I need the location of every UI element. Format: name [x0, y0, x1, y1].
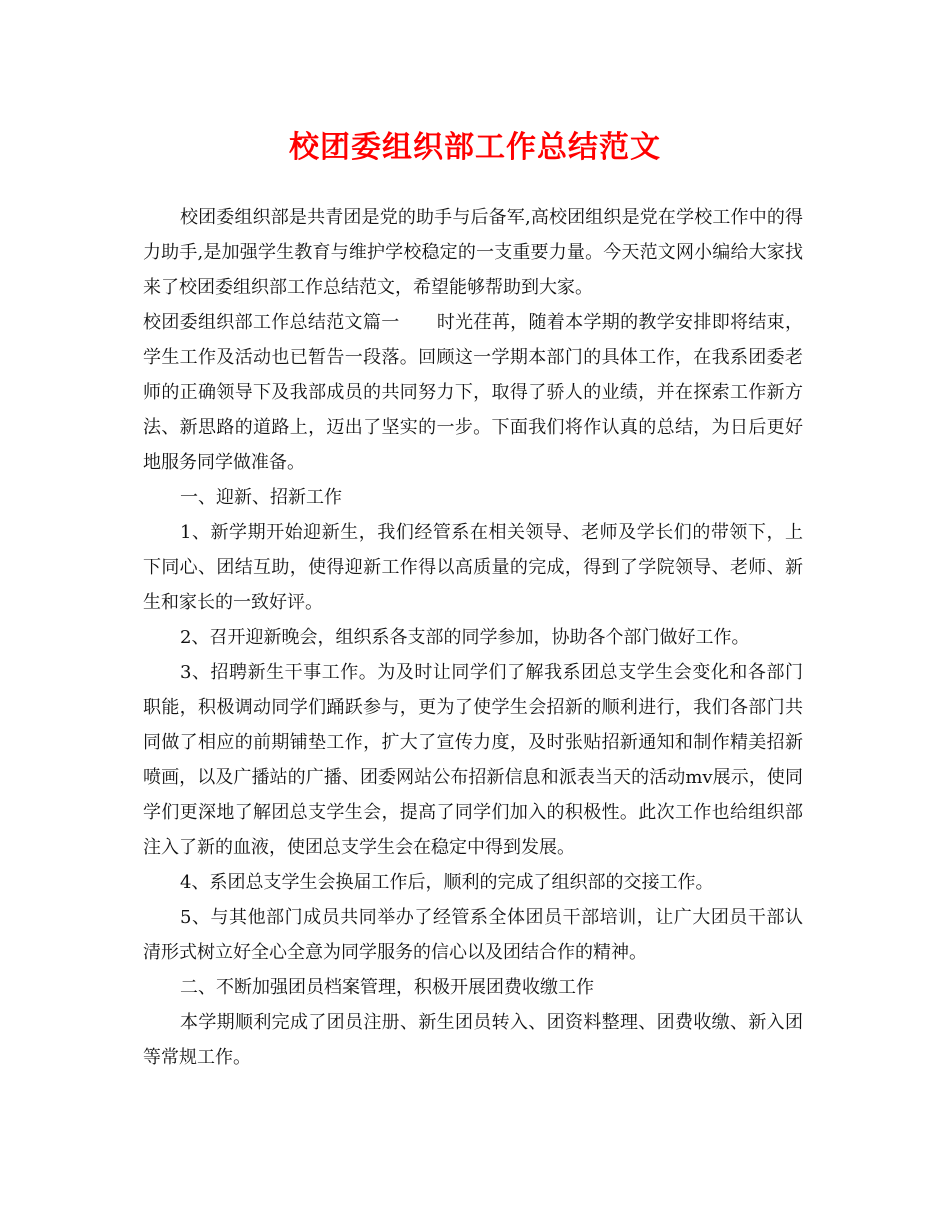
document-title: 校团委组织部工作总结范文	[289, 130, 661, 165]
article-lead-paragraph	[143, 305, 803, 480]
section-2-title: 二、不断加强团员档案管理，积极开展团费收缴工作	[180, 977, 594, 998]
section-1-item-2: 2、召开迎新晚会，组织系各支部的同学参加，协助各个部门做好工作。	[180, 627, 750, 648]
section-1-title: 一、迎新、招新工作	[180, 487, 342, 508]
article-lead-text: 时光荏苒，随着本学期的教学安排即将结束，学生工作及活动也已暂告一段落。回顾这一学期本部门的具体工作，在我系团委老师的正确领导下及我部成员的共同努力下，取得了骄人的业绩，并在探索工作新方法、新思路的道路上，迈出了坚实的一步。下面我们将作认真的总结，为日后更好地服务同学做准备。	[143, 312, 803, 473]
section-1-item-5: 5、与其他部门成员共同举办了经管系全体团员干部培训，让广大团员干部认清形式树立好全心全意为同学服务的信心以及团结合作的精神。	[143, 907, 803, 963]
article-heading: 校团委组织部工作总结范文篇一	[143, 312, 400, 333]
section-1-item-1: 1、新学期开始迎新生，我们经管系在相关领导、老师及学长们的带领下，上下同心、团结互助，使得迎新工作得以高质量的完成，得到了学院领导、老师、新生和家长的一致好评。	[143, 522, 803, 613]
section-1-item-3: 3、招聘新生干事工作。为及时让同学们了解我系团总支学生会变化和各部门职能，积极调动同学们踊跃参与，更为了使学生会招新的顺利进行，我们各部门共同做了相应的前期铺垫工作，扩大了宣传力度，及时张贴招新通知和制作精美招新喷画，以及广播站的广播、团委网站公布招新信息和派表当天的活动mv展示，使同学们更深地了解团总支学生会，提高了同学们加入的积极性。此次工作也给组织部注入了新的血液，使团总支学生会在稳定中得到发展。	[143, 662, 803, 858]
section-1-item-4: 4、系团总支学生会换届工作后，顺利的完成了组织部的交接工作。	[180, 872, 714, 893]
document-body	[143, 200, 803, 1075]
section-2-body: 本学期顺利完成了团员注册、新生团员转入、团资料整理、团费收缴、新入团等常规工作。	[143, 1012, 803, 1068]
intro-paragraph: 校团委组织部是共青团是党的助手与后备军,高校团组织是党在学校工作中的得力助手,是加强学生教育与维护学校稳定的一支重要力量。今天范文网小编给大家找来了校团委组织部工作总结范文，希望能够帮助到大家。	[143, 207, 803, 298]
